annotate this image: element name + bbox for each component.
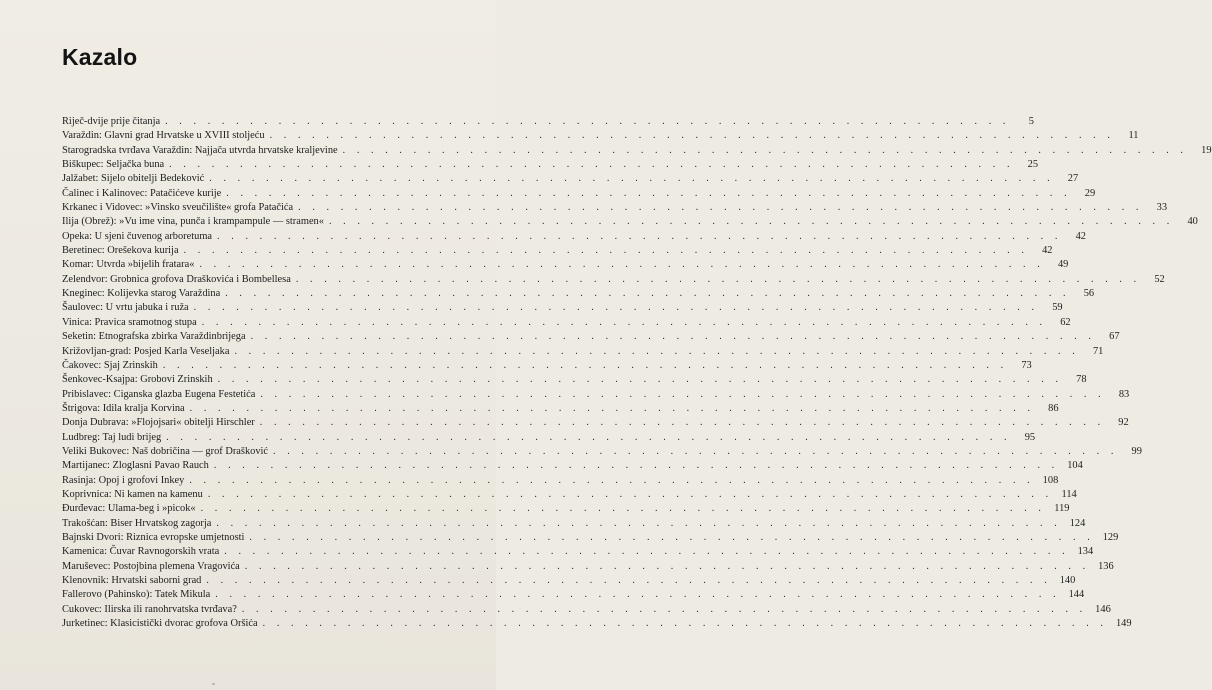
toc-entry (62, 373, 1087, 387)
toc-entry-page: 40 (1187, 216, 1198, 228)
toc-entry-title: Križovljan-grad: Posjed Karla Veseljaka (62, 345, 230, 357)
toc-entry (62, 215, 1198, 229)
dot-leader: . . . . . . . . . . . . . . . . . . . . . . . . . . . . . . . . . . . . . . . . . . . . . . . . . . . . . . . . . . . . (234, 345, 1080, 357)
toc-entry-title: Rasinja: Opoj i grofovi Inkey (62, 474, 185, 486)
toc-entry-page: 59 (1052, 302, 1063, 314)
dot-leader: . . . . . . . . . . . . . . . . . . . . . . . . . . . . . . . . . . . . . . . . . . . . . . . . . . . . . . . . . . . . (295, 273, 1141, 285)
toc-entry-title: Seketin: Etnografska zbirka Varaždinbrijega (62, 331, 246, 343)
toc-entry-title: Maruševec: Postojbina plemena Vragovića (62, 560, 240, 572)
dot-leader: . . . . . . . . . . . . . . . . . . . . . . . . . . . . . . . . . . . . . . . . . . . . . . . . . . . . . . . . . . . . (200, 503, 1046, 515)
toc-entry (62, 560, 1114, 574)
toc-entry-title: Kneginec: Kolijevka starog Varaždina (62, 288, 221, 300)
toc-entry-page: 49 (1057, 259, 1069, 271)
toc-entry-title: Veliki Bukovec: Naš dobričina — grof Drašković (62, 445, 269, 457)
toc-entry-title: Vinica: Pravica sramotnog stupa (62, 316, 197, 328)
toc-entry-page: 136 (1098, 560, 1114, 572)
dot-leader: . . . . . . . . . . . . . . . . . . . . . . . . . . . . . . . . . . . . . . . . . . . . . . . . . . . . . . . . . . . . (249, 531, 1095, 543)
dot-leader: . . . . . . . . . . . . . . . . . . . . . . . . . . . . . . . . . . . . . . . . . . . . . . . . . . . . . . . . . . . . (273, 445, 1118, 457)
page-title: Kazalo (62, 44, 138, 70)
dot-leader: . . . . . . . . . . . . . . . . . . . . . . . . . . . . . . . . . . . . . . . . . . . . . . . . . . . . . . . . . . . . (259, 417, 1105, 429)
toc-entry (62, 273, 1165, 287)
toc-entry-title: Jurketinec: Klasicistički dvorac grofova Oršića (62, 618, 258, 630)
toc-entry-title: Starogradska tvrđava Varaždin: Najjača utvrda hrvatske kraljevine (62, 144, 338, 156)
toc-entry (62, 258, 1069, 272)
toc-entry-title: Čalinec i Kalinovec: Patačićeve kurije (62, 187, 222, 199)
toc-entry-page: 71 (1092, 345, 1104, 357)
toc-entry-title: Donja Dubrava: »Flojojsari« obitelji Hirschler (62, 417, 255, 429)
toc-entry-title: Beretinec: Orešekova kurija (62, 245, 179, 257)
toc-entry-page: 83 (1118, 388, 1130, 400)
toc-entry-page: 114 (1061, 488, 1077, 500)
toc-entry-title: Ilija (Obrež): »Vu ime vina, punča i krampampule — stramen« (62, 216, 324, 228)
dot-leader: . . . . . . . . . . . . . . . . . . . . . . . . . . . . . . . . . . . . . . . . . . . . . . . . . . . . . . . . . . . . (328, 216, 1174, 228)
toc-entry-title: Šenkovec-Ksajpa: Grobovi Zrinskih (62, 374, 213, 386)
toc-entry-page: 78 (1076, 374, 1087, 386)
dot-leader: . . . . . . . . . . . . . . . . . . . . . . . . . . . . . . . . . . . . . . . . . . . . . . . . . . . . . . . . . . . . (216, 517, 1062, 529)
toc-entry-title: Đurđevac: Ulama-beg i »picok« (62, 503, 196, 515)
toc-entry-page: 73 (1021, 359, 1032, 371)
dot-leader: . . . . . . . . . . . . . . . . . . . . . . . . . . . . . . . . . . . . . . . . . . . . . . . . . . . . . . . . . . . . (201, 316, 1047, 328)
dot-leader: . . . . . . . . . . . . . . . . . . . . . . . . . . . . . . . . . . . . . . . . . . . . . . . . . . . . . . . . . . . . (162, 359, 1008, 371)
toc-entry-page: 33 (1156, 202, 1168, 214)
toc-entry-page: 104 (1067, 460, 1083, 472)
toc-entry-page: 29 (1084, 187, 1096, 199)
toc-entry (62, 201, 1168, 215)
table-of-contents (62, 115, 1212, 631)
toc-entry (62, 187, 1096, 201)
print-speck (212, 683, 215, 685)
toc-entry-title: Jalžabet: Sijelo obitelji Bedeković (62, 173, 205, 185)
dot-leader: . . . . . . . . . . . . . . . . . . . . . . . . . . . . . . . . . . . . . . . . . . . . . . . . . . . . . . . . . . . . (193, 302, 1039, 314)
toc-entry-title: Klenovnik: Hrvatski saborni grad (62, 575, 202, 586)
dot-leader: . . . . . . . . . . . . . . . . . . . . . . . . . . . . . . . . . . . . . . . . . . . . . . . . . . . . . . . . . . . . (199, 259, 1045, 271)
toc-entry-title: Trakošćan: Biser Hrvatskog zagorja (62, 517, 212, 529)
toc-entry (62, 574, 1076, 588)
toc-entry (62, 359, 1032, 373)
dot-leader: . . . . . . . . . . . . . . . . . . . . . . . . . . . . . . . . . . . . . . . . . . . . . . . . . . . . . . . . . . . . (169, 159, 1015, 171)
toc-entry (62, 531, 1119, 545)
toc-entry-title: Pribislavec: Ciganska glazba Eugena Festetića (62, 388, 256, 400)
toc-entry-title: Štrigova: Idila kralja Korvina (62, 402, 185, 414)
dot-leader: . . . . . . . . . . . . . . . . . . . . . . . . . . . . . . . . . . . . . . . . . . . . . . . . . . . . . . . . . . . . (217, 230, 1062, 242)
toc-entry (62, 287, 1095, 301)
dot-leader: . . . . . . . . . . . . . . . . . . . . . . . . . . . . . . . . . . . . . . . . . . . . . . . . . . . . . . . . . . . . (342, 144, 1188, 156)
dot-leader: . . . . . . . . . . . . . . . . . . . . . . . . . . . . . . . . . . . . . . . . . . . . . . . . . . . . . . . . . . . . (213, 460, 1059, 472)
toc-entry (62, 445, 1142, 459)
toc-entry-page: 42 (1042, 245, 1053, 257)
toc-entry (62, 158, 1039, 172)
dot-leader: . . . . . . . . . . . . . . . . . . . . . . . . . . . . . . . . . . . . . . . . . . . . . . . . . . . . . . . . . . . . (224, 546, 1070, 558)
toc-entry-title: Opeka: U sjeni čuvenog arboretuma (62, 230, 213, 242)
toc-entry (62, 144, 1212, 158)
toc-entry-title: Varaždin: Glavni grad Hrvatske u XVIII stoljeću (62, 130, 265, 142)
toc-entry-page: 129 (1102, 531, 1119, 543)
toc-entry-title: Kamenica: Čuvar Ravnogorskih vrata (62, 546, 220, 558)
toc-entry (62, 459, 1083, 473)
toc-entry (62, 330, 1120, 344)
toc-entry (62, 230, 1086, 244)
toc-entry-title: Zelendvor: Grobnica grofova Draškovića i Bombellesa (62, 273, 291, 285)
toc-entry-page: 92 (1118, 417, 1129, 429)
dot-leader: . . . . . . . . . . . . . . . . . . . . . . . . . . . . . . . . . . . . . . . . . . . . . . . . . . . . . . . . . . . . (225, 288, 1071, 300)
toc-entry-title: Čakovec: Sjaj Zrinskih (62, 359, 158, 371)
dot-leader: . . . . . . . . . . . . . . . . . . . . . . . . . . . . . . . . . . . . . . . . . . . . . . . . . . . . . . . . . . . . (215, 589, 1061, 601)
toc-entry (62, 172, 1079, 186)
toc-entry-page: 11 (1128, 130, 1139, 142)
toc-entry (62, 345, 1104, 359)
toc-entry (62, 517, 1086, 531)
toc-entry (62, 545, 1094, 559)
toc-entry-page: 19 (1201, 144, 1212, 156)
dot-leader: . . . . . . . . . . . . . . . . . . . . . . . . . . . . . . . . . . . . . . . . . . . . . . . . . . . . . . . . . . . . (189, 402, 1035, 414)
dot-leader: . . . . . . . . . . . . . . . . . . . . . . . . . . . . . . . . . . . . . . . . . . . . . . . . . . . . . . . . . . . . (241, 603, 1087, 615)
toc-entry-page: 134 (1077, 546, 1094, 558)
toc-entry-page: 25 (1027, 159, 1039, 171)
dot-leader: . . . . . . . . . . . . . . . . . . . . . . . . . . . . . . . . . . . . . . . . . . . . . . . . . . . . . . . . . . . . (206, 575, 1052, 586)
dot-leader: . . . . . . . . . . . . . . . . . . . . . . . . . . . . . . . . . . . . . . . . . . . . . . . . . . . . . . . . . . . . (183, 245, 1029, 257)
toc-entry-page: 149 (1115, 618, 1132, 630)
toc-entry (62, 301, 1063, 315)
dot-leader: . . . . . . . . . . . . . . . . . . . . . . . . . . . . . . . . . . . . . . . . . . . . . . . . . . . . . . . . . . . . (207, 488, 1053, 500)
toc-entry-title: Komar: Utvrda »bijelih fratara« (62, 259, 195, 271)
toc-entry-page: 124 (1069, 517, 1086, 529)
toc-entry (62, 244, 1053, 258)
toc-entry (62, 388, 1130, 402)
toc-entry-title: Martijanec: Zloglasni Pavao Rauch (62, 460, 209, 472)
toc-entry (62, 488, 1077, 502)
toc-entry-page: 119 (1054, 503, 1070, 515)
dot-leader: . . . . . . . . . . . . . . . . . . . . . . . . . . . . . . . . . . . . . . . . . . . . . . . . . . . . . . . . . . . . (217, 374, 1063, 386)
toc-entry (62, 617, 1132, 631)
dot-leader: . . . . . . . . . . . . . . . . . . . . . . . . . . . . . . . . . . . . . . . . . . . . . . . . . . . . . . . . . . . . (209, 173, 1055, 185)
toc-entry-title: Koprivnica: Ni kamen na kamenu (62, 488, 203, 500)
dot-leader: . . . . . . . . . . . . . . . . . . . . . . . . . . . . . . . . . . . . . . . . . . . . . . . . . . . . . . . . . . . . (250, 331, 1096, 343)
toc-entry (62, 402, 1059, 416)
dot-leader: . . . . . . . . . . . . . . . . . . . . . . . . . . . . . . . . . . . . . . . . . . . . . . . . . . . . . . . . . . . . (226, 187, 1072, 199)
toc-entry-page: 140 (1059, 575, 1076, 586)
toc-entry-page: 99 (1131, 445, 1142, 457)
dot-leader: . . . . . . . . . . . . . . . . . . . . . . . . . . . . . . . . . . . . . . . . . . . . . . . . . . . . . . . . . . . . (189, 474, 1035, 486)
toc-entry-page: 95 (1024, 431, 1036, 443)
toc-entry (62, 603, 1111, 617)
toc-entry-page: 62 (1060, 316, 1071, 328)
toc-entry-page: 144 (1068, 589, 1085, 601)
toc-entry (62, 474, 1059, 488)
toc-entry-title: Biškupec: Seljačka buna (62, 159, 165, 171)
dot-leader: . . . . . . . . . . . . . . . . . . . . . . . . . . . . . . . . . . . . . . . . . . . . . . . . . . . . . . . . . . . . (262, 618, 1108, 630)
toc-entry-title: Fallerovo (Pahinsko): Tatek Mikula (62, 589, 211, 601)
toc-entry-page: 86 (1048, 402, 1059, 414)
toc-entry-page: 67 (1109, 331, 1120, 343)
toc-entry-page: 108 (1042, 474, 1059, 486)
toc-entry-title: Riječ-dvije prije čitanja (62, 116, 161, 127)
toc-entry-page: 52 (1154, 273, 1165, 285)
toc-entry (62, 129, 1139, 143)
toc-entry (62, 502, 1070, 516)
dot-leader: . . . . . . . . . . . . . . . . . . . . . . . . . . . . . . . . . . . . . . . . . . . . . . . . . . . . . . . . . . . . (269, 130, 1115, 142)
dot-leader: . . . . . . . . . . . . . . . . . . . . . . . . . . . . . . . . . . . . . . . . . . . . . . . . . . . . . . . . . . . . (244, 560, 1090, 572)
dot-leader: . . . . . . . . . . . . . . . . . . . . . . . . . . . . . . . . . . . . . . . . . . . . . . . . . . . . . . . . . . . . (165, 116, 1010, 127)
toc-entry-title: Krkanec i Vidovec: »Vinsko sveučilište« grofa Patačića (62, 202, 294, 214)
toc-entry-page: 5 (1028, 116, 1034, 127)
toc-entry-page: 56 (1083, 288, 1095, 300)
toc-entry-title: Bajnski Dvori: Riznica evropske umjetnosti (62, 531, 245, 543)
toc-entry-title: Cukovec: Ilirska ili ranohrvatska tvrđava? (62, 603, 237, 615)
dot-leader: . . . . . . . . . . . . . . . . . . . . . . . . . . . . . . . . . . . . . . . . . . . . . . . . . . . . . . . . . . . . (298, 202, 1144, 214)
toc-entry-title: Šaulovec: U vrtu jabuka i ruža (62, 302, 189, 314)
toc-entry (62, 431, 1036, 445)
toc-entry-page: 42 (1075, 230, 1086, 242)
toc-entry-title: Ludbreg: Taj ludi brijeg (62, 431, 162, 443)
toc-entry (62, 416, 1129, 430)
toc-entry (62, 588, 1085, 602)
toc-entry (62, 115, 1034, 129)
dot-leader: . . . . . . . . . . . . . . . . . . . . . . . . . . . . . . . . . . . . . . . . . . . . . . . . . . . . . . . . . . . . (166, 431, 1012, 443)
toc-entry-page: 27 (1067, 173, 1079, 185)
dot-leader: . . . . . . . . . . . . . . . . . . . . . . . . . . . . . . . . . . . . . . . . . . . . . . . . . . . . . . . . . . . . (260, 388, 1106, 400)
toc-entry (62, 316, 1071, 330)
toc-entry-page: 146 (1095, 603, 1111, 615)
